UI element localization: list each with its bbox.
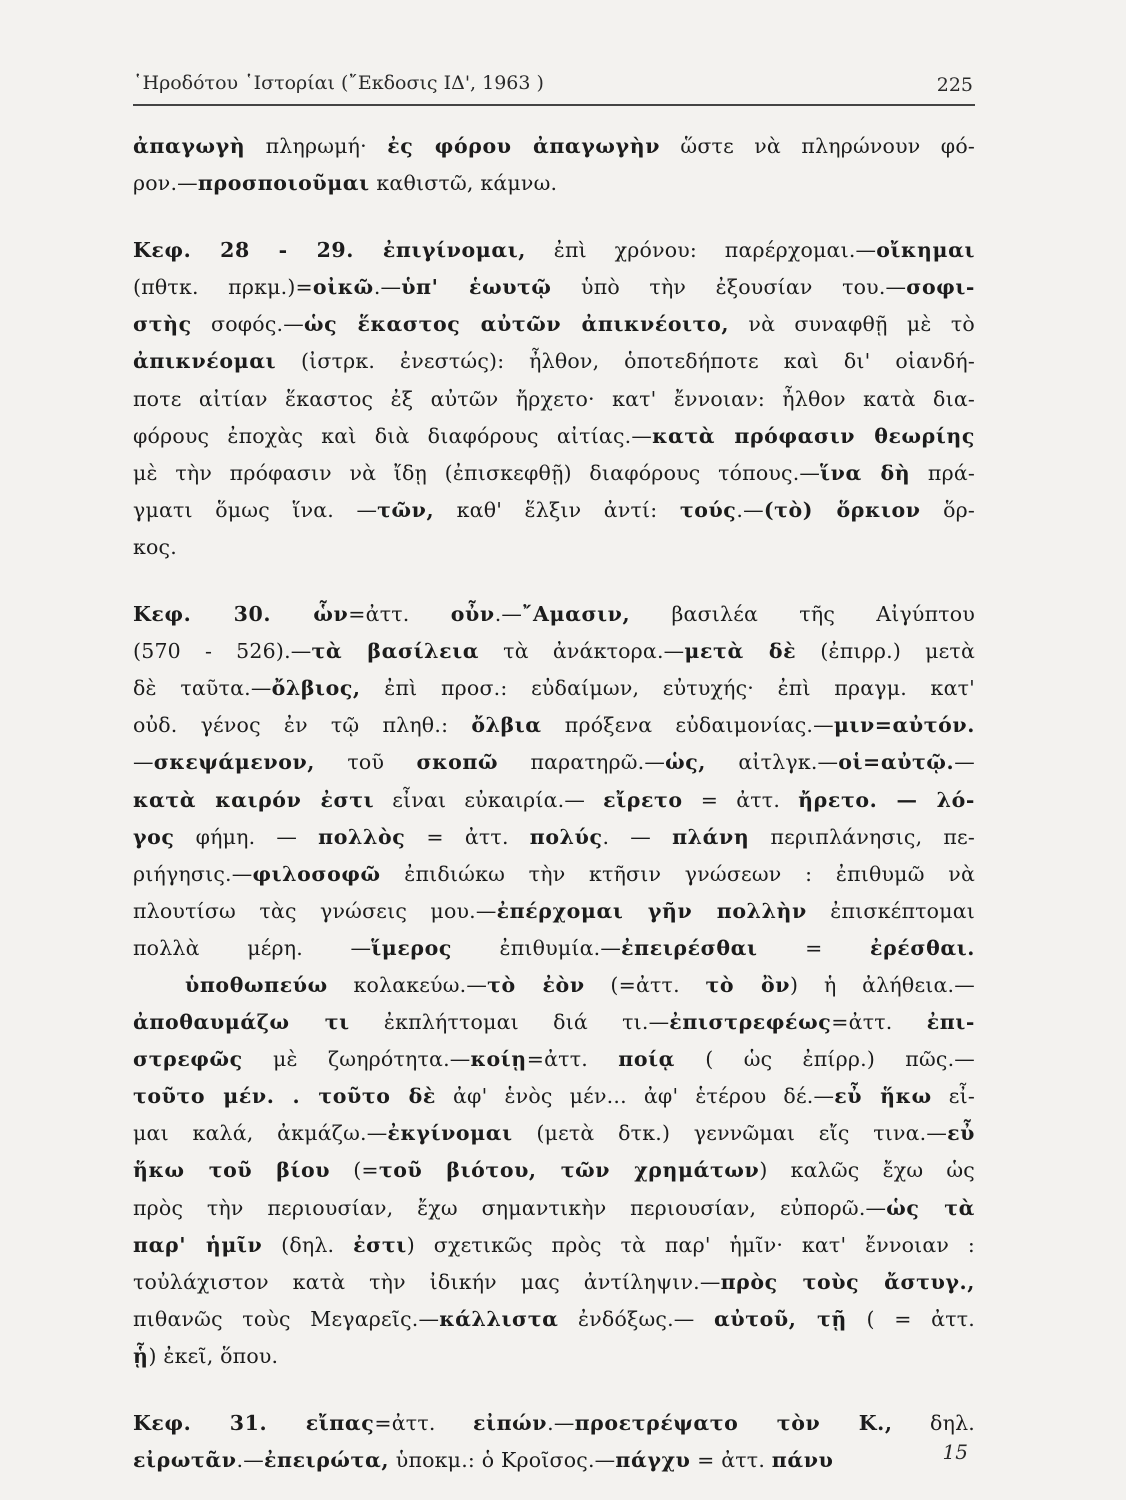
headword: στρεφῶς	[133, 1047, 243, 1072]
text-line	[133, 1405, 975, 1442]
signature-mark: 15	[942, 1440, 968, 1464]
gloss-text: ποτε αἰτίαν ἕκαστος ἐξ αὐτῶν ἤρχετο· κατ' ἔννοιαν: ἦλθον κατὰ δια-	[133, 386, 975, 411]
headword: φιλοσοφῶ	[252, 861, 381, 886]
gloss-text: δηλ.	[892, 1411, 975, 1435]
headword: τῶν,	[377, 497, 435, 522]
headword: Κεφ. 31. εἴπας	[133, 1411, 375, 1435]
gloss-text: κος.	[133, 534, 177, 559]
gloss-text: (πθτκ. πρκμ.)=	[133, 275, 313, 300]
text-line	[133, 633, 975, 670]
gloss-text: =ἀττ.	[831, 1010, 927, 1035]
headword: σκεψάμενον,	[153, 750, 316, 775]
gloss-text: ἀφ' ἑνὸς μέν... ἀφ' ἑτέρου δέ.—	[435, 1084, 835, 1109]
headword: στὴς	[133, 312, 192, 337]
gloss-text: ( ὡς ἐπίρρ.) πῶς.—	[675, 1047, 975, 1072]
gloss-text: . —	[602, 824, 673, 849]
headword: κατὰ πρόφασιν θεωρίης	[652, 423, 975, 448]
headword: κοίῃ	[470, 1047, 527, 1072]
text-line	[133, 165, 975, 202]
text-line	[133, 1115, 975, 1152]
text-line	[133, 1227, 975, 1264]
gloss-text: (=ἀττ.	[584, 972, 706, 997]
text-line	[133, 128, 975, 165]
headword: ὑποθωπεύω	[185, 972, 328, 997]
headword: αὐτοῦ, τῇ	[714, 1306, 847, 1331]
headword: ὡς τὰ	[886, 1195, 975, 1220]
gloss-text: ριήγησις.—	[133, 861, 253, 886]
gloss-text: .—	[494, 602, 523, 627]
gloss-text: εἶ-	[931, 1084, 975, 1109]
gloss-text: =ἀττ.	[348, 602, 451, 627]
text-line	[133, 670, 975, 707]
gloss-text: βασιλέα τῆς Αἰγύπτου	[630, 602, 975, 627]
headword: ἐς φόρου ἀπαγωγὴν	[387, 134, 661, 158]
gloss-text: εἶναι εὐκαιρία.—	[374, 787, 604, 812]
header-rule	[133, 104, 975, 106]
headword: Κεφ. 28 - 29. ἐπιγίνομαι,	[133, 238, 526, 263]
gloss-text: πρά-	[910, 460, 975, 485]
headword: ἐπι-	[926, 1010, 975, 1035]
text-line	[133, 1338, 975, 1375]
headword: πλάνη	[672, 824, 750, 849]
headword: εὖ	[947, 1121, 975, 1146]
text-line	[133, 269, 975, 306]
headword: ῎Αμασιν,	[522, 602, 631, 627]
header-title: ῾Ηροδότου ῾Ιστορίαι (῎Εκδοσις ΙΔ', 1963 )	[133, 72, 544, 94]
headword: κατὰ καιρόν ἐστι	[133, 787, 375, 812]
gloss-text: (570 - 526).—	[133, 639, 312, 664]
gloss-text: κολακεύω.—	[327, 972, 488, 997]
gloss-text: —	[954, 750, 975, 775]
headword: ἀπαγωγὴ	[133, 134, 246, 158]
text-line	[133, 1004, 975, 1041]
headword: ὑπ' ἑωυτῷ	[401, 275, 552, 300]
headword: πολλὸς	[318, 824, 406, 849]
running-header	[133, 66, 973, 100]
gloss-text: παρατηρῶ.—	[498, 750, 666, 775]
headword: ὄλβια	[471, 713, 542, 738]
gloss-text: πιθανῶς τοὺς Μεγαρεῖς.—	[133, 1306, 440, 1331]
page-number: 225	[936, 74, 973, 96]
headword: γος	[133, 824, 175, 849]
text-line	[133, 744, 975, 781]
gloss-text: μὲ ζωηρότητα.—	[242, 1047, 471, 1072]
gloss-text: = ἀττ.	[405, 824, 530, 849]
gloss-text: αἰτλγκ.—	[706, 750, 839, 775]
text-line	[133, 418, 975, 455]
text-line	[133, 1442, 975, 1479]
gloss-text: φήμη. —	[174, 824, 319, 849]
gloss-text: σοφός.—	[191, 312, 304, 337]
gloss-text: —	[133, 750, 154, 775]
gloss-text: (ἰστρκ. ἐνεστώς): ἦλθον, ὁποτεδήποτε καὶ δι' οἱανδή-	[276, 349, 975, 374]
headword: τούς	[679, 497, 737, 522]
text-line	[133, 343, 975, 380]
gloss-text: πληρωμή·	[245, 134, 388, 158]
headword: τοῦτο μέν. . τοῦτο δὲ	[133, 1084, 436, 1109]
gloss-text: ) ἐκεῖ, ὅπου.	[148, 1343, 279, 1368]
gloss-text: ἐπιδιώκω τὴν κτῆσιν γνώσεων : ἐπιθυμῶ νὰ	[380, 861, 975, 886]
gloss-text: = ἀττ.	[690, 1448, 772, 1473]
headword: ἐρέσθαι.	[870, 935, 975, 960]
headword: εἰπών	[473, 1411, 548, 1435]
text-line	[133, 455, 975, 492]
headword: εἴρετο	[603, 787, 683, 812]
gloss-text: καθ' ἕλξιν ἀντί:	[434, 497, 680, 522]
headword: μετὰ δὲ	[684, 639, 797, 664]
gloss-text: (μετὰ δτκ.) γεννῶμαι εἴς τινα.—	[512, 1121, 948, 1146]
gloss-text: ὅρ-	[920, 497, 975, 522]
gloss-text: ἐνδόξως.—	[558, 1306, 715, 1331]
text-line	[133, 856, 975, 893]
headword: ὄλβιος,	[271, 676, 361, 701]
headword: οὖν	[450, 602, 495, 627]
gloss-text: ὥστε νὰ πληρώνουν φό-	[660, 134, 975, 158]
gloss-text: .—	[236, 1448, 264, 1473]
text-line	[133, 306, 975, 343]
text-line	[133, 1190, 975, 1227]
headword: εὖ ἥκω	[834, 1084, 932, 1109]
headword: κάλλιστα	[439, 1306, 559, 1331]
headword: ἵμερος	[371, 935, 453, 960]
headword: οἱ=αὐτῷ.	[838, 750, 955, 775]
gloss-text: =	[757, 935, 871, 960]
headword: ἐπιστρεφέως	[669, 1010, 832, 1035]
headword: ὡς,	[665, 750, 707, 775]
headword: παρ' ἡμῖν	[133, 1232, 263, 1257]
text-line	[133, 782, 975, 819]
gloss-text: .—	[547, 1411, 575, 1435]
text-line	[133, 596, 975, 633]
headword: οἴκημαι	[876, 238, 975, 263]
gloss-text: μὲ τὴν πρόφασιν νὰ ἴδῃ (ἐπισκεφθῇ) διαφόρους τόπους.—	[133, 460, 821, 485]
gloss-text: τοὐλάχιστον κατὰ τὴν ἰδικήν μας ἀντίληψιν.—	[133, 1269, 721, 1294]
gloss-text: ἐπὶ προσ.: εὐδαίμων, εὐτυχής· ἐπὶ πραγμ. κατ'	[360, 676, 975, 701]
gloss-text: πρὸς τὴν περιουσίαν, ἔχω σημαντικὴν περιουσίαν, εὐπορῶ.—	[133, 1195, 887, 1220]
gloss-text: πρόξενα εὐδαιμονίας.—	[541, 713, 834, 738]
gloss-text: καθιστῶ, κάμνω.	[369, 171, 558, 196]
headword: ἀποθαυμάζω τι	[133, 1010, 350, 1035]
text-line	[133, 1078, 975, 1115]
text-line	[133, 1041, 975, 1078]
gloss-text: ρον.—	[133, 171, 198, 196]
headword: πάνυ	[771, 1448, 834, 1473]
gloss-text: τοῦ	[315, 750, 417, 775]
headword: τὸ ἐὸν	[487, 972, 585, 997]
text-line	[133, 1264, 975, 1301]
headword: προσποιοῦμαι	[197, 171, 370, 196]
gloss-text: (δηλ.	[262, 1232, 354, 1257]
gloss-text: .—	[373, 275, 402, 300]
text-line	[133, 1301, 975, 1338]
paragraph-gap	[133, 566, 975, 596]
headword: εἰρωτᾶν	[133, 1448, 237, 1473]
headword: ἐπειρέσθαι	[621, 935, 758, 960]
text-line	[133, 492, 975, 529]
gloss-text: ) καλῶς ἔχω ὡς	[759, 1158, 975, 1183]
gloss-text: πλουτίσω τὰς γνώσεις μου.—	[133, 898, 497, 923]
gloss-text: οὐδ. γένος ἐν τῷ πληθ.:	[133, 713, 472, 738]
headword: μιν=αὐτόν.	[833, 713, 975, 738]
gloss-text: ὑπὸ τὴν ἐξουσίαν του.—	[551, 275, 907, 300]
gloss-text: ) σχετικῶς πρὸς τὰ παρ' ἡμῖν· κατ' ἔννοιαν :	[406, 1232, 975, 1257]
text-line	[133, 381, 975, 418]
gloss-text: .—	[736, 497, 764, 522]
headword: πολύς	[529, 824, 603, 849]
headword: τὰ βασίλεια	[311, 639, 480, 664]
gloss-text: πολλὰ μέρη. —	[133, 935, 372, 960]
headword: προετρέψατο τὸν Κ.,	[574, 1411, 893, 1435]
gloss-text: φόρους ἐποχὰς καὶ διὰ διαφόρους αἰτίας.—	[133, 423, 653, 448]
headword: ἤρετο. — λό-	[798, 787, 975, 812]
gloss-text: δὲ ταῦτα.—	[133, 676, 272, 701]
gloss-text: (=	[330, 1158, 379, 1183]
headword: ᾗ	[133, 1343, 149, 1368]
headword: ἐπέρχομαι γῆν πολλὴν	[496, 898, 807, 923]
gloss-text: ( = ἀττ.	[846, 1306, 975, 1331]
gloss-text: γματι ὅμως ἵνα. —	[133, 497, 378, 522]
headword: σοφι-	[906, 275, 975, 300]
text-line	[133, 1152, 975, 1189]
gloss-text: =ἀττ.	[526, 1047, 619, 1072]
text-line	[133, 529, 975, 566]
gloss-text: ἐπιθυμία.—	[452, 935, 622, 960]
gloss-text: ἐπισκέπτομαι	[806, 898, 975, 923]
commentary-body	[133, 128, 975, 1479]
paragraph-gap	[133, 202, 975, 232]
headword: ἀπικνέομαι	[133, 349, 277, 374]
headword: τοῦ βιότου, τῶν χρημάτων	[378, 1158, 760, 1183]
text-line	[133, 707, 975, 744]
headword: ἐκγίνομαι	[387, 1121, 513, 1146]
gloss-text: νὰ συναφθῇ μὲ τὸ	[729, 312, 975, 337]
gloss-text: τὰ ἀνάκτορα.—	[479, 639, 685, 664]
gloss-text: ) ἡ ἀλήθεια.—	[790, 972, 975, 997]
headword: ἥκω τοῦ βίου	[133, 1158, 331, 1183]
headword: σκοπῶ	[416, 750, 499, 775]
headword: πρὸς τοὺς ἄστυγ.,	[720, 1269, 975, 1294]
text-line	[133, 232, 975, 269]
gloss-text: ὑποκμ.: ὁ Κροῖσος.—	[389, 1448, 616, 1473]
headword: πάγχυ	[615, 1448, 691, 1473]
headword: ποίᾳ	[618, 1047, 676, 1072]
gloss-text: (ἐπιρρ.) μετὰ	[796, 639, 975, 664]
headword: ἵνα δὴ	[820, 460, 911, 485]
gloss-text: ἐπὶ χρόνου: παρέρχομαι.—	[526, 238, 877, 263]
text-line	[133, 967, 975, 1004]
text-line	[133, 930, 975, 967]
gloss-text: περιπλάνησις, πε-	[749, 824, 975, 849]
headword: οἰκῶ	[312, 275, 374, 300]
headword: ὡς ἕκαστος αὐτῶν ἀπικνέοιτο,	[303, 312, 730, 337]
headword: ἐστι	[353, 1232, 407, 1257]
text-line	[133, 819, 975, 856]
headword: τὸ ὂν	[705, 972, 791, 997]
gloss-text: = ἀττ.	[682, 787, 799, 812]
gloss-text: ἐκπλήττομαι διά τι.—	[349, 1010, 670, 1035]
headword: Κεφ. 30. ὧν	[133, 602, 349, 627]
gloss-text: μαι καλά, ἀκμάζω.—	[133, 1121, 388, 1146]
text-line	[133, 893, 975, 930]
headword: (τὸ) ὅρκιον	[763, 497, 921, 522]
gloss-text: =ἀττ.	[374, 1411, 473, 1435]
headword: ἐπειρώτα,	[263, 1448, 390, 1473]
paragraph-gap	[133, 1375, 975, 1405]
